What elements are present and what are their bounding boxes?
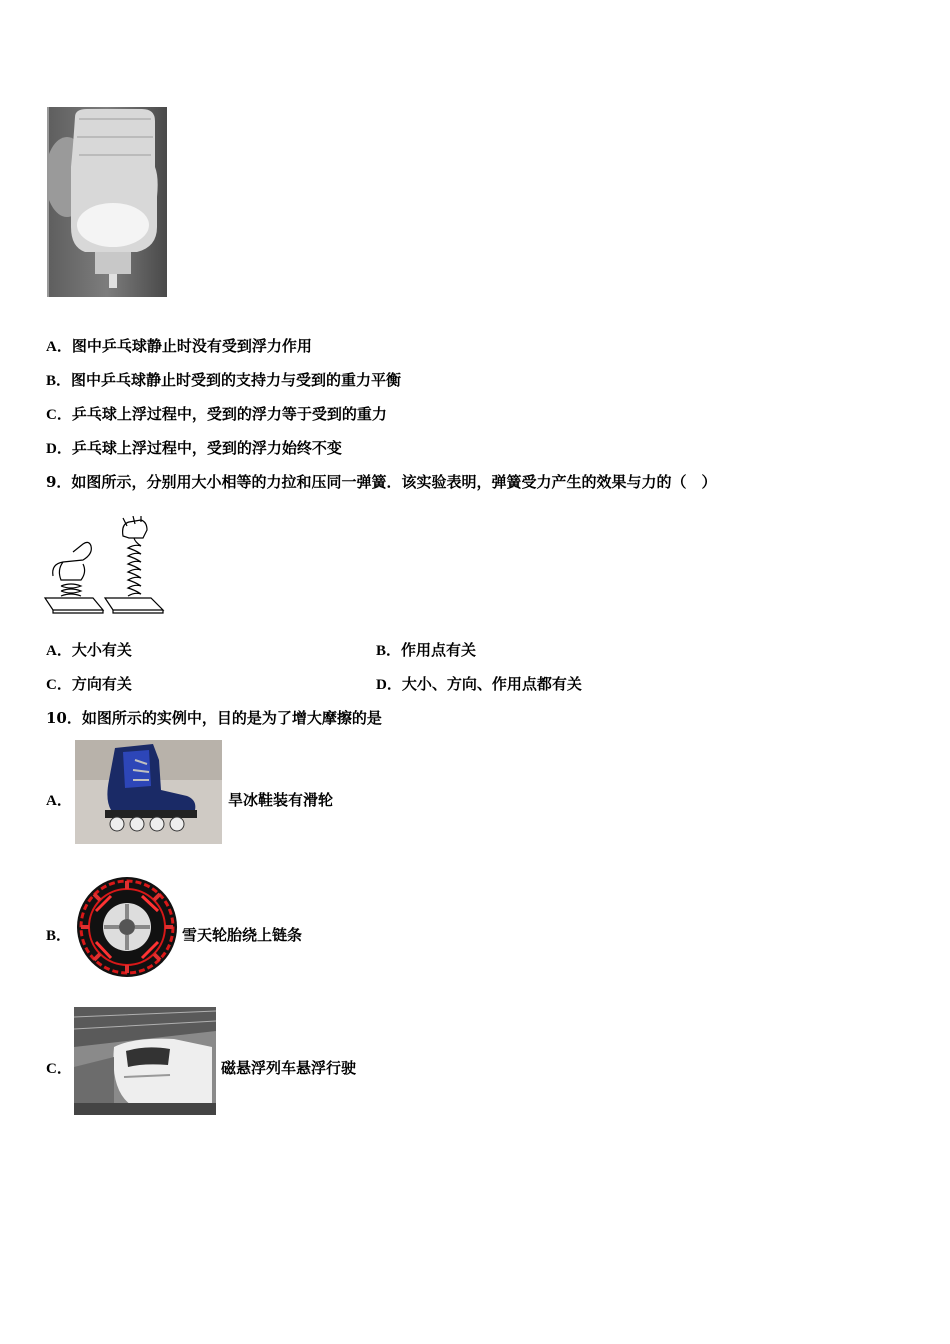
- option-text: 大小有关: [71, 641, 132, 659]
- q10-option-b-label: [46, 925, 71, 946]
- option-label: D．: [376, 677, 402, 693]
- option-label: A．: [46, 339, 72, 355]
- q8-option-b: [46, 370, 401, 391]
- option-text: 方向有关: [71, 675, 132, 693]
- option-text: 大小、方向、作用点都有关: [401, 675, 582, 693]
- option-text: 图中乒乓球静止时没有受到浮力作用: [71, 337, 312, 355]
- option-label: D．: [46, 441, 72, 457]
- q10-option-a-text: 旱冰鞋装有滑轮: [228, 791, 334, 809]
- option-text: 乒乓球上浮过程中，受到的浮力等于受到的重力: [71, 405, 387, 423]
- option-text: 图中乒乓球静止时受到的支持力与受到的重力平衡: [71, 371, 402, 389]
- q10-option-c-label: [46, 1058, 72, 1079]
- q9-stem: 9．如图所示，分别用大小相等的力拉和压同一弹簧．该实验表明，弹簧受力产生的效果与力的（ ）: [46, 473, 717, 491]
- q9-option-b: [376, 640, 476, 661]
- bottle-pingpong-image: [47, 107, 167, 297]
- roller-skate-image: [75, 740, 222, 844]
- snow-chain-tire-image: [76, 876, 178, 978]
- option-text: 乒乓球上浮过程中，受到的浮力始终不变: [71, 439, 342, 457]
- q8-option-d: [46, 438, 342, 459]
- option-label: C．: [46, 1061, 72, 1077]
- q8-option-c: [46, 404, 387, 425]
- option-label: B．: [46, 373, 72, 389]
- q10-stem: 10．如图所示的实例中，目的是为了增大摩擦的是: [46, 709, 382, 727]
- spring-illustration: [43, 516, 168, 616]
- q9-option-a: [46, 640, 132, 661]
- option-label: A．: [46, 643, 72, 659]
- option-text: 作用点有关: [401, 641, 477, 659]
- q10-option-c-text: 磁悬浮列车悬浮行驶: [221, 1059, 357, 1077]
- q9-option-c: [46, 674, 132, 695]
- option-label: C．: [46, 677, 72, 693]
- option-label: B．: [376, 643, 402, 659]
- option-label: B．: [46, 928, 72, 944]
- q10-option-a-label: [46, 790, 72, 811]
- option-label: A．: [46, 793, 72, 809]
- q9-option-d: [376, 674, 582, 695]
- q10-option-b-text: 雪天轮胎绕上链条: [182, 926, 303, 944]
- option-label: C．: [46, 407, 72, 423]
- q8-option-a: [46, 336, 312, 357]
- maglev-train-image: [74, 1007, 216, 1115]
